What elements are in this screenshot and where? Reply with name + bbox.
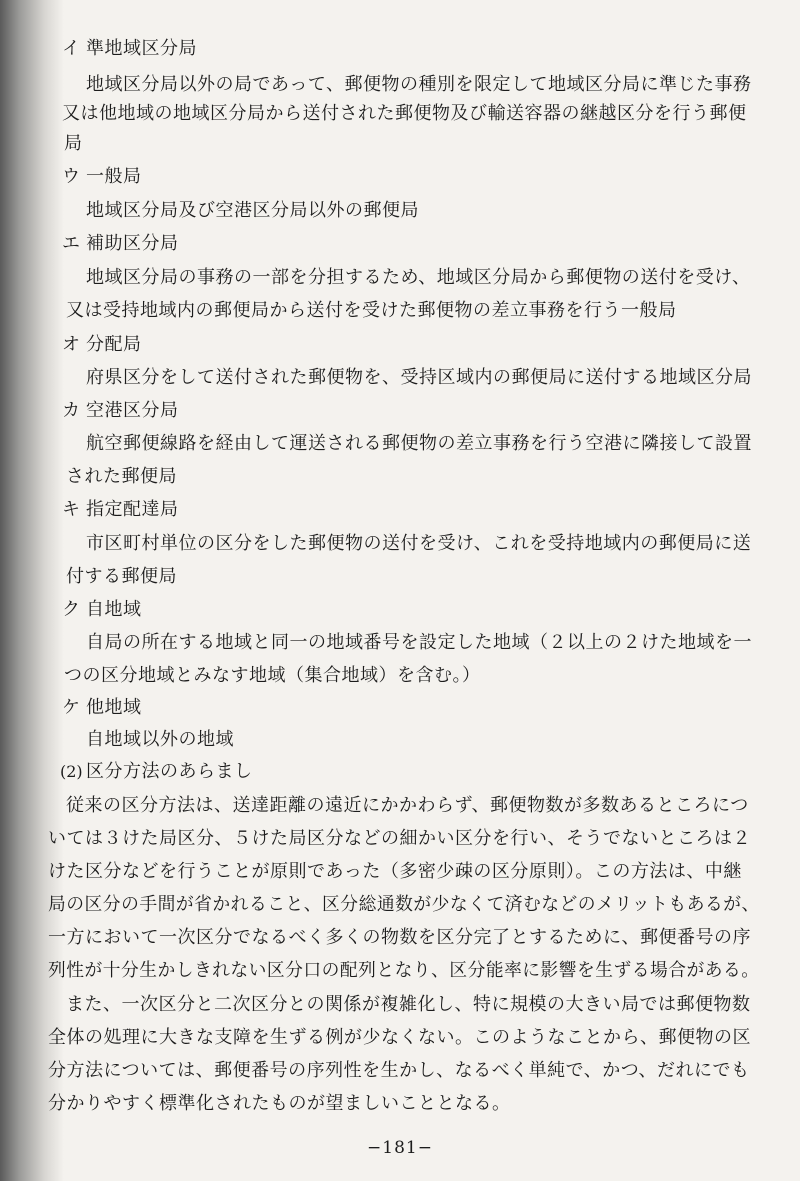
item-marker: オ <box>62 334 80 355</box>
body-line: 地域区分局及び空港区分局以外の郵便局 <box>86 200 419 221</box>
body-line: 局 <box>64 133 83 154</box>
item-heading: 指定配達局 <box>86 499 179 520</box>
item-heading: 他地域 <box>86 697 142 718</box>
item-heading: 分配局 <box>86 334 142 355</box>
body-line: 又は受持地域内の郵便局から送付を受けた郵便物の差立事務を行う一般局 <box>66 300 677 321</box>
item-marker: ク <box>62 599 80 620</box>
paragraph-line: 局の区分の手間が省かれること、区分総通数が少なくて済むなどのメリットもあるが、 <box>48 894 760 915</box>
item-heading: 自地域 <box>86 599 142 620</box>
body-line: 府県区分をして送付された郵便物を、受持区域内の郵便局に送付する地域区分局 <box>86 367 752 388</box>
item-heading: 一般局 <box>86 166 142 187</box>
body-line: 自地域以外の地域 <box>86 729 234 750</box>
item-heading: 準地域区分局 <box>86 38 197 59</box>
item-marker: ケ <box>62 697 80 718</box>
body-line: 又は他地域の地域区分局から送付された郵便物及び輸送容器の継越区分を行う郵便 <box>62 103 747 124</box>
body-line: 付する郵便局 <box>66 566 177 587</box>
item-marker: エ <box>62 233 80 254</box>
paragraph-line: いては３けた局区分、５けた局区分などの細かい区分を行い、そうでないところは２ <box>48 828 751 849</box>
item-heading: 補助区分局 <box>86 233 179 254</box>
paragraph-line: また、一次区分と二次区分との関係が複雑化し、特に規模の大きい局では郵便物数 <box>66 994 751 1015</box>
item-marker: イ <box>62 38 80 59</box>
body-line: された郵便局 <box>66 466 177 487</box>
paragraph-line: 列性が十分生かしきれない区分口の配列となり、区分能率に影響を生ずる場合がある。 <box>48 960 760 981</box>
body-line: 地域区分局以外の局であって、郵便物の種別を限定して地域区分局に準じた事務 <box>86 74 752 95</box>
paragraph-line: 従来の区分方法は、送達距離の遠近にかかわらず、郵便物数が多数あるところにつ <box>66 795 749 816</box>
body-line: 市区町村単位の区分をした郵便物の送付を受け、これを受持地域内の郵便局に送 <box>86 533 752 554</box>
page-number: −181− <box>367 1138 433 1158</box>
item-marker: キ <box>62 499 80 520</box>
body-line: つの区分地域とみなす地域（集合地域）を含む。） <box>64 665 481 686</box>
paragraph-line: 一方において一次区分でなるべく多くの物数を区分完了とするために、郵便番号の序 <box>48 927 751 948</box>
item-marker: ウ <box>62 166 80 187</box>
paragraph-line: 分かりやすく標準化されたものが望ましいこととなる。 <box>48 1093 511 1114</box>
paragraph-line: けた区分などを行うことが原則であった（多密少疎の区分原則）。この方法は、中継 <box>48 861 742 882</box>
body-line: 航空郵便線路を経由して運送される郵便物の差立事務を行う空港に隣接して設置 <box>86 433 752 454</box>
paragraph-line: 全体の処理に大きな支障を生ずる例が少なくない。このようなことから、郵便物の区 <box>48 1027 751 1048</box>
item-marker: カ <box>62 400 80 421</box>
section-heading: 区分方法のあらまし <box>86 761 253 782</box>
item-heading: 空港区分局 <box>86 400 179 421</box>
paragraph-line: 分方法については、郵便番号の序列性を生かし、なるべく単純で、かつ、だれにでも <box>48 1060 750 1081</box>
body-line: 地域区分局の事務の一部を分担するため、地域区分局から郵便物の送付を受け、 <box>86 267 751 288</box>
body-line: 自局の所在する地域と同一の地域番号を設定した地域（２以上の２けた地域を一 <box>86 632 752 653</box>
section-marker: (2) <box>60 762 83 781</box>
